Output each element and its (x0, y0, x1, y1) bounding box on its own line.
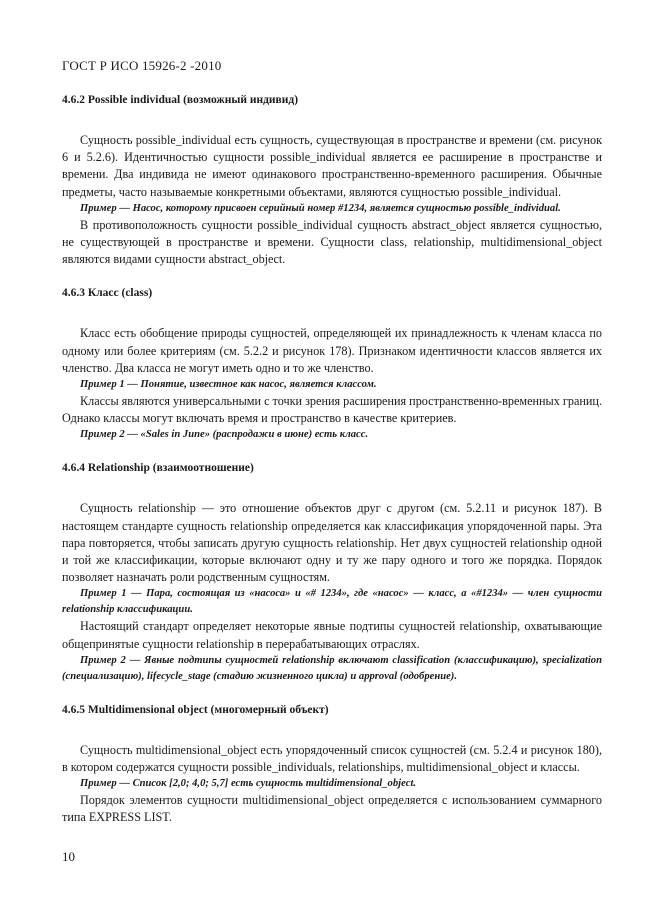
paragraph: В противоположность сущности possible_individual сущность abstract_object является сущностью, не существующей в пространстве и времени. Сущности class, relationship, multidimensional_object являются видами сущности abstract_object. (62, 217, 602, 267)
section-4-6-3 (62, 286, 602, 443)
paragraph: Порядок элементов сущности multidimensional_object определяется с использованием суммарного типа EXPRESS LIST. (62, 793, 602, 825)
document-header: ГОСТ Р ИСО 15926-2 -2010 (62, 58, 222, 73)
paragraph: Сущность relationship — это отношение объектов друг с другом (см. 5.2.11 и рисунок 187). В настоящем стандарте сущность relationship определяется как классификация упорядоченной пары. Эта пара повторяется, чтобы записать другую сущность relationship. Нет двух сущностей relationship одной и той же классификации, которые включают одну и ту же пару одного и того же порядка. Порядок позволяет назначать роли родственным сущностям. (62, 501, 602, 585)
page-number: 10 (62, 849, 75, 864)
section-title: 4.6.3 Класс (class) (62, 287, 153, 300)
example-note: Пример 1 — Пара, состоящая из «насоса» и «# 1234», где «насос» — класс, а «#1234» — член сущности relationship классификации. (62, 588, 602, 616)
section-title: 4.6.2 Possible individual (возможный индивид) (62, 94, 299, 106)
paragraph: Сущность possible_individual есть сущность, существующая в пространстве и времени (см. рисунок 6 и 5.2.6). Идентичностью сущности possible_individual является ее расширение в пространстве и времени. Два индивида не имеют одинакового пространственно-временного расширения. Обычные предметы, часто называемые конкретными объектами, являются сущностью possible_individual. (62, 133, 602, 199)
section-title: 4.6.5 Multidimensional object (многомерный объект) (62, 703, 329, 716)
section-4-6-5 (62, 703, 602, 827)
document-body (62, 93, 602, 827)
example-note: Пример 2 — «Sales in June» (распродажи в июне) есть класс. (80, 429, 369, 441)
example-note: Пример 2 — Явные подтипы сущностей relationship включают classification (классификацию), specialization (специализацию), lifecycle_stage (стадию жизненного цикла) и approval (одобрение). (62, 654, 602, 682)
example-note: Пример — Насос, которому присвоен серийный номер #1234, является сущностью possible_individual. (80, 202, 561, 214)
section-title: 4.6.4 Relationship (взаимоотношение) (62, 462, 254, 475)
section-4-6-4 (62, 461, 602, 684)
paragraph: Классы являются универсальными с точки зрения расширения пространственно-временных границ. Однако классы могут включать время и пространство в качестве критериев. (62, 394, 602, 426)
example-note: Пример 1 — Понятие, известное как насос, является классом. (80, 379, 377, 391)
paragraph: Сущность multidimensional_object есть упорядоченный список сущностей (см. 5.2.4 и рисунок 180), в котором содержатся сущности possible_individuals, relationships, multidimensional_object и классы. (62, 742, 602, 775)
example-note: Пример — Список [2,0; 4,0; 5,7] есть сущность multidimensional_object. (80, 778, 417, 790)
section-4-6-2 (62, 93, 602, 268)
paragraph: Класс есть обобщение природы сущностей, определяющей их принадлежность к членам класса по одному или более критериям (см. 5.2.2 и рисунок 178). Признаком идентичности классов является их членство. Два класса не могут иметь одно и то же членство. (62, 326, 602, 375)
paragraph: Настоящий стандарт определяет некоторые явные подтипы сущностей relationship, охватывающие общепринятые сущности relationship в перерабатывающих отраслях. (62, 619, 602, 651)
